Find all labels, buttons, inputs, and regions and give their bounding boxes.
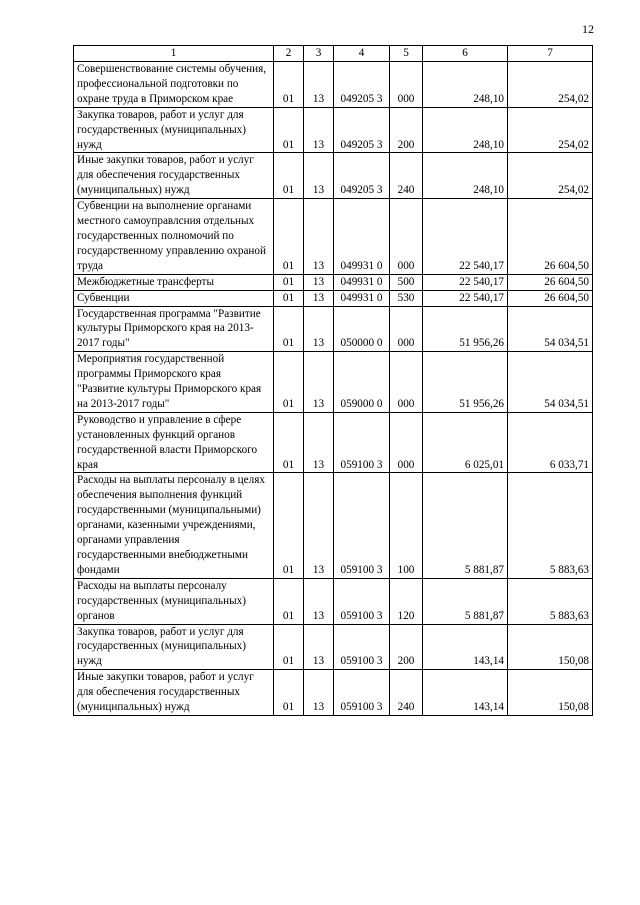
row-name-cell: Расходы на выплаты персоналу в целях обеспечения выполнения функций государственными (муниципальными) органами, казенными учреждениями, органами управления государственными внебюджетными фондами	[74, 473, 274, 578]
target-article-cell: 049931 0	[334, 199, 390, 275]
target-article-cell: 049931 0	[334, 290, 390, 306]
section-code-cell: 01	[274, 306, 304, 352]
target-article-cell: 059100 3	[334, 412, 390, 473]
target-article-cell: 049931 0	[334, 274, 390, 290]
row-name-cell: Закупка товаров, работ и услуг для государственных (муниципальных) нужд	[74, 107, 274, 153]
amount-year1-cell: 248,10	[423, 153, 508, 199]
expense-type-cell: 240	[390, 670, 423, 716]
amount-year2-cell: 150,08	[508, 670, 593, 716]
row-name-cell: Государственная программа "Развитие культуры Приморского края на 2013-2017 годы"	[74, 306, 274, 352]
expense-type-cell: 200	[390, 107, 423, 153]
amount-year1-cell: 248,10	[423, 62, 508, 108]
section-code-cell: 01	[274, 153, 304, 199]
expense-type-cell: 100	[390, 473, 423, 578]
subsection-code-cell: 13	[304, 624, 334, 670]
amount-year2-cell: 54 034,51	[508, 352, 593, 413]
table-row	[74, 670, 593, 716]
subsection-code-cell: 13	[304, 412, 334, 473]
amount-year1-cell: 5 881,87	[423, 578, 508, 624]
table-row	[74, 290, 593, 306]
expense-type-cell: 000	[390, 199, 423, 275]
table-row	[74, 107, 593, 153]
section-code-cell: 01	[274, 670, 304, 716]
amount-year1-cell: 22 540,17	[423, 274, 508, 290]
row-name-cell: Субвенции на выполнение органами местного самоуправлсния отдельных государственных полномочий по государственному управлению охраной труда	[74, 199, 274, 275]
target-article-cell: 050000 0	[334, 306, 390, 352]
table-row	[74, 199, 593, 275]
target-article-cell: 049205 3	[334, 107, 390, 153]
table-row	[74, 274, 593, 290]
subsection-code-cell: 13	[304, 578, 334, 624]
row-name-cell: Мероприятия государственной программы Приморского края "Развитие культуры Приморского края на 2013-2017 годы"	[74, 352, 274, 413]
table-row	[74, 473, 593, 578]
section-code-cell: 01	[274, 290, 304, 306]
amount-year1-cell: 22 540,17	[423, 290, 508, 306]
expense-type-cell: 500	[390, 274, 423, 290]
amount-year2-cell: 54 034,51	[508, 306, 593, 352]
header-cell: 4	[334, 46, 390, 62]
table-row	[74, 62, 593, 108]
row-name-cell: Руководство и управление в сфере установленных функций органов государственной власти Приморского края	[74, 412, 274, 473]
row-name-cell: Иные закупки товаров, работ и услуг для обеспечения государственных (муниципальных) нужд	[74, 153, 274, 199]
amount-year2-cell: 5 883,63	[508, 578, 593, 624]
target-article-cell: 059100 3	[334, 670, 390, 716]
header-row	[74, 46, 593, 62]
header-cell: 1	[74, 46, 274, 62]
expense-type-cell: 120	[390, 578, 423, 624]
target-article-cell: 049205 3	[334, 62, 390, 108]
expense-type-cell: 000	[390, 306, 423, 352]
amount-year1-cell: 143,14	[423, 670, 508, 716]
row-name-cell: Межбюджетные трансферты	[74, 274, 274, 290]
amount-year1-cell: 143,14	[423, 624, 508, 670]
subsection-code-cell: 13	[304, 290, 334, 306]
page-number: 12	[582, 22, 594, 36]
target-article-cell: 059100 3	[334, 624, 390, 670]
amount-year1-cell: 51 956,26	[423, 352, 508, 413]
amount-year2-cell: 6 033,71	[508, 412, 593, 473]
row-name-cell: Совершенствование системы обучения, профессиональной подготовки по охране труда в Приморском крае	[74, 62, 274, 108]
table-row	[74, 578, 593, 624]
header-cell: 5	[390, 46, 423, 62]
header-cell: 2	[274, 46, 304, 62]
header-cell: 6	[423, 46, 508, 62]
section-code-cell: 01	[274, 274, 304, 290]
expense-type-cell: 000	[390, 412, 423, 473]
table-row	[74, 352, 593, 413]
target-article-cell: 059100 3	[334, 473, 390, 578]
section-code-cell: 01	[274, 352, 304, 413]
subsection-code-cell: 13	[304, 352, 334, 413]
subsection-code-cell: 13	[304, 670, 334, 716]
section-code-cell: 01	[274, 578, 304, 624]
target-article-cell: 059000 0	[334, 352, 390, 413]
expense-type-cell: 530	[390, 290, 423, 306]
table-row	[74, 153, 593, 199]
amount-year2-cell: 254,02	[508, 107, 593, 153]
subsection-code-cell: 13	[304, 107, 334, 153]
amount-year1-cell: 22 540,17	[423, 199, 508, 275]
amount-year2-cell: 254,02	[508, 153, 593, 199]
amount-year2-cell: 254,02	[508, 62, 593, 108]
target-article-cell: 059100 3	[334, 578, 390, 624]
amount-year2-cell: 26 604,50	[508, 274, 593, 290]
target-article-cell: 049205 3	[334, 153, 390, 199]
header-cell: 7	[508, 46, 593, 62]
subsection-code-cell: 13	[304, 274, 334, 290]
row-name-cell: Субвенции	[74, 290, 274, 306]
subsection-code-cell: 13	[304, 153, 334, 199]
section-code-cell: 01	[274, 107, 304, 153]
section-code-cell: 01	[274, 624, 304, 670]
section-code-cell: 01	[274, 412, 304, 473]
section-code-cell: 01	[274, 62, 304, 108]
amount-year1-cell: 248,10	[423, 107, 508, 153]
table-row	[74, 412, 593, 473]
amount-year2-cell: 150,08	[508, 624, 593, 670]
subsection-code-cell: 13	[304, 306, 334, 352]
row-name-cell: Закупка товаров, работ и услуг для государственных (муниципальных) нужд	[74, 624, 274, 670]
table-row	[74, 624, 593, 670]
expense-type-cell: 240	[390, 153, 423, 199]
expense-type-cell: 000	[390, 352, 423, 413]
row-name-cell: Иные закупки товаров, работ и услуг для обеспечения государственных (муниципальных) нужд	[74, 670, 274, 716]
amount-year2-cell: 5 883,63	[508, 473, 593, 578]
row-name-cell: Расходы на выплаты персоналу государственных (муниципальных) органов	[74, 578, 274, 624]
subsection-code-cell: 13	[304, 473, 334, 578]
section-code-cell: 01	[274, 199, 304, 275]
amount-year1-cell: 51 956,26	[423, 306, 508, 352]
amount-year1-cell: 5 881,87	[423, 473, 508, 578]
header-cell: 3	[304, 46, 334, 62]
expense-type-cell: 200	[390, 624, 423, 670]
subsection-code-cell: 13	[304, 199, 334, 275]
expense-type-cell: 000	[390, 62, 423, 108]
table-row	[74, 306, 593, 352]
amount-year2-cell: 26 604,50	[508, 199, 593, 275]
budget-table	[73, 45, 593, 716]
amount-year1-cell: 6 025,01	[423, 412, 508, 473]
subsection-code-cell: 13	[304, 62, 334, 108]
section-code-cell: 01	[274, 473, 304, 578]
amount-year2-cell: 26 604,50	[508, 290, 593, 306]
